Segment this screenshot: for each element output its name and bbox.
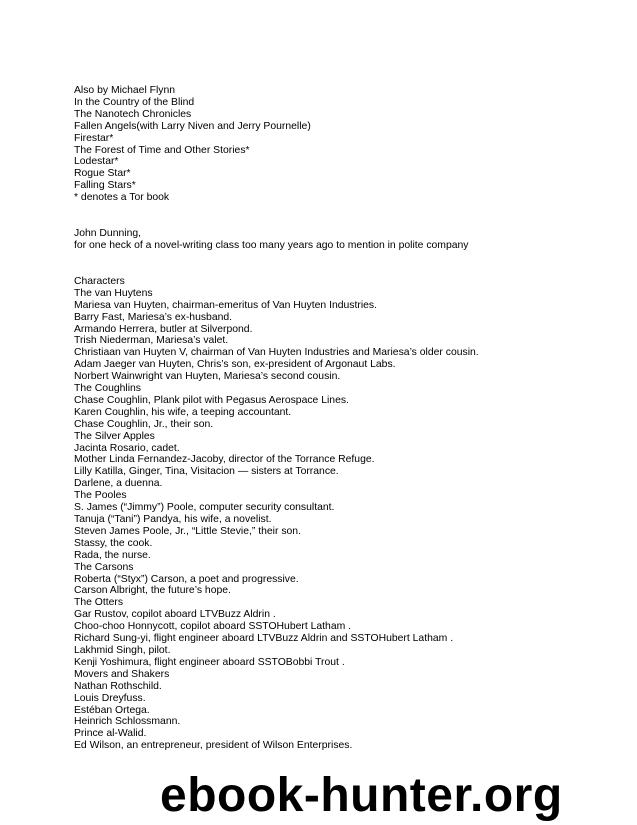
book-title: Lodestar* [74, 156, 119, 168]
character-entry: Prince al-Walid. [74, 728, 147, 740]
characters-heading: Characters [74, 275, 125, 287]
book-title: Falling Stars* [74, 180, 136, 192]
character-entry: Armando Herrera, butler at Silverpond. [74, 323, 253, 335]
tor-footnote: * denotes a Tor book [74, 192, 170, 204]
characters-section [74, 276, 614, 752]
character-entry: Heinrich Schlossmann. [74, 716, 181, 728]
character-entry: Mariesa van Huyten, chairman-emeritus of Van Huyten Industries. [74, 299, 378, 311]
character-entry: Chase Coughlin, Jr., their son. [74, 418, 214, 430]
group-heading: The Pooles [74, 490, 127, 502]
character-entry: Roberta (“Styx”) Carson, a poet and progressive. [74, 573, 299, 585]
character-entry: Adam Jaeger van Huyten, Chris’s son, ex-president of Argonaut Labs. [74, 359, 396, 371]
character-entry: Mother Linda Fernandez-Jacoby, director of the Torrance Refuge. [74, 454, 375, 466]
dedication-section [74, 228, 614, 252]
character-entry: Gar Rustov, copilot aboard LTVBuzz Aldrin . [74, 609, 276, 621]
character-entry: Stassy, the cook. [74, 537, 153, 549]
character-entry: Jacinta Rosario, cadet. [74, 442, 180, 454]
character-entry: Barry Fast, Mariesa’s ex-husband. [74, 311, 233, 323]
book-title: Firestar* [74, 132, 114, 144]
watermark-text: ebook-hunter.org [160, 769, 563, 822]
character-entry: Kenji Yoshimura, flight engineer aboard SSTOBobbi Trout . [74, 656, 345, 668]
book-title: The Forest of Time and Other Stories* [74, 144, 250, 156]
character-entry: Norbert Wainwright van Huyten, Mariesa’s second cousin. [74, 371, 341, 383]
book-title: The Nanotech Chronicles [74, 108, 192, 120]
group-heading: The Otters [74, 597, 124, 609]
page-body [74, 85, 614, 752]
character-entry: Karen Coughlin, his wife, a teeping accountant. [74, 406, 292, 418]
book-title: Fallen Angels(with Larry Niven and Jerry Pournelle) [74, 120, 311, 132]
character-entry: Darlene, a duenna. [74, 478, 163, 490]
character-entry: Lakhmid Singh, pilot. [74, 644, 171, 656]
character-entry: Louis Dreyfuss. [74, 692, 146, 704]
character-entry: Nathan Rothschild. [74, 680, 162, 692]
character-entry: S. James (“Jimmy”) Poole, computer security consultant. [74, 502, 335, 514]
character-entry: Trish Niederman, Mariesa’s valet. [74, 335, 229, 347]
group-heading: The Coughlins [74, 383, 142, 395]
also-by-heading: Also by Michael Flynn [74, 85, 176, 96]
character-entry: Lilly Katilla, Ginger, Tina, Visitacion — sisters at Torrance. [74, 466, 339, 478]
dedication-name: John Dunning, [74, 228, 142, 240]
character-entry: Tanuja (“Tani”) Pandya, his wife, a novelist. [74, 514, 272, 525]
character-entry: Ed Wilson, an entrepreneur, president of Wilson Enterprises. [74, 740, 353, 752]
also-by-section [74, 85, 614, 204]
character-entry: Steven James Poole, Jr., “Little Stevie,” their son. [74, 525, 301, 537]
group-heading: The Carsons [74, 561, 134, 573]
character-entry: Estéban Ortega. [74, 704, 150, 716]
character-entry: Choo-choo Honnycott, copilot aboard SSTOHubert Latham . [74, 621, 352, 633]
character-entry: Carson Albright, the future’s hope. [74, 585, 231, 597]
book-title: Rogue Star* [74, 168, 131, 180]
character-entry: Chase Coughlin, Plank pilot with Pegasus Aerospace Lines. [74, 394, 349, 406]
book-title: In the Country of the Blind [74, 96, 195, 108]
group-heading: Movers and Shakers [74, 668, 170, 680]
group-heading: The van Huytens [74, 287, 153, 299]
character-entry: Christiaan van Huyten V, chairman of Van Huyten Industries and Mariesa’s older cousin. [74, 347, 479, 359]
group-heading: The Silver Apples [74, 430, 155, 442]
character-entry: Richard Sung-yi, flight engineer aboard LTVBuzz Aldrin and SSTOHubert Latham . [74, 633, 454, 645]
character-entry: Rada, the nurse. [74, 549, 151, 561]
dedication-text: for one heck of a novel-writing class too many years ago to mention in polite company [74, 239, 469, 251]
